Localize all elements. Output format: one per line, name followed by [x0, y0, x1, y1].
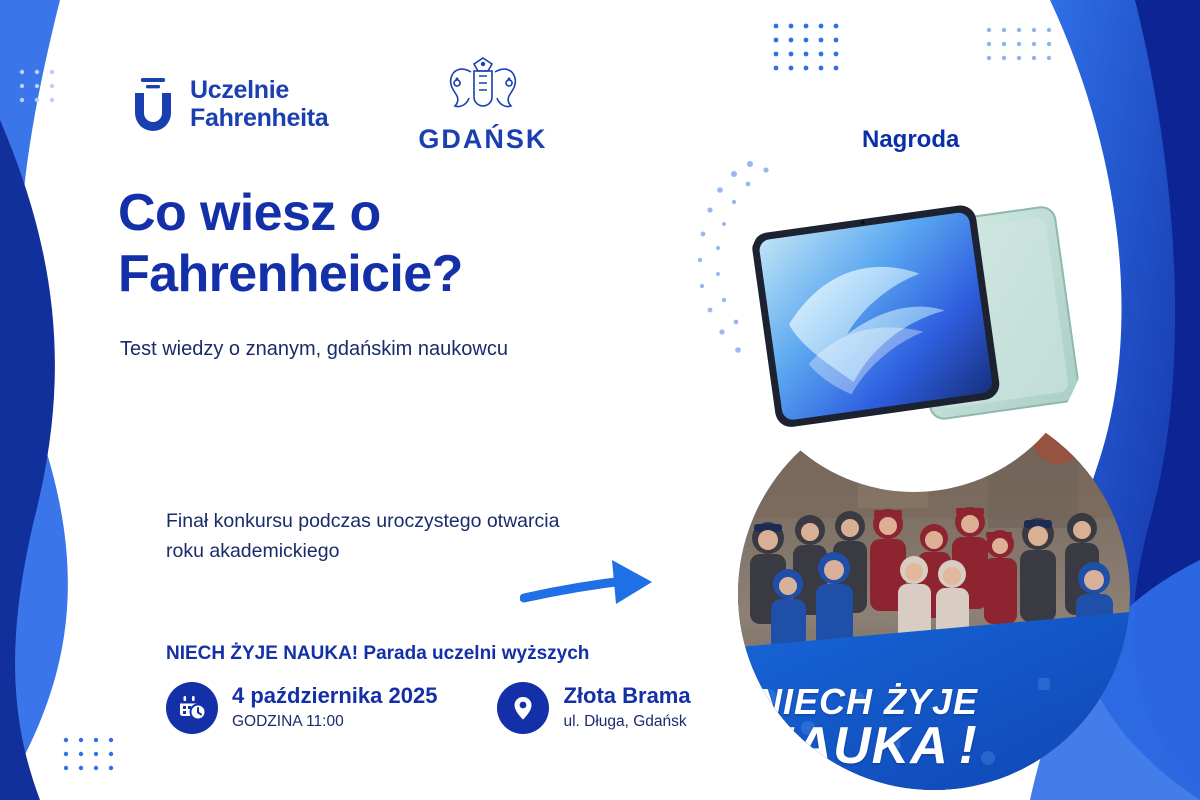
dot-grid-bottom-left: [62, 736, 126, 785]
uczelnie-fahrenheita-wordmark: [190, 76, 328, 132]
gdansk-wordmark: GDAŃSK: [418, 124, 548, 154]
parade-heading: NIECH ŻYJE NAUKA! Parada uczelni wyższych: [166, 643, 590, 664]
subtitle: Test wiedzy o znanym, gdańskim naukowcu: [120, 338, 508, 360]
uczelnie-fahrenheita-logo: [130, 76, 328, 132]
banner-line-2: [756, 715, 1086, 776]
banner-line-1: NIECH ŻYJE: [756, 680, 979, 722]
event-details: [166, 682, 691, 734]
logo-line-1: Uczelnie: [190, 75, 290, 104]
dot-grid-left: [18, 68, 70, 123]
event-date: 4 października 2025: [232, 683, 438, 709]
banner-exclamation: !: [958, 715, 978, 776]
event-date-texts: [232, 683, 437, 732]
event-date-item: [166, 682, 437, 734]
calendar-clock-icon: [166, 682, 218, 734]
event-location-texts: [563, 683, 690, 732]
gdansk-logo: [418, 52, 547, 155]
event-time: GODZINA 11:00: [232, 712, 344, 730]
final-info-text: Finał konkursu podczas uroczystego otwarcia roku akademickiego: [166, 510, 560, 563]
event-location-item: [497, 682, 690, 734]
map-pin-icon: [497, 682, 549, 734]
logo-line-2: Fahrenheita: [190, 103, 329, 132]
event-address: ul. Długa, Gdańsk: [563, 712, 687, 730]
dot-grid-svg: [772, 22, 852, 78]
fahrenheit-monogram-icon: [130, 76, 176, 132]
tablet-photo: [749, 191, 1079, 441]
gdansk-coat-of-arms-icon: [427, 52, 539, 120]
banner-line-2-text: NAUKA: [756, 717, 949, 776]
arrow-right-icon: [520, 556, 660, 626]
banner-text: [756, 680, 1086, 776]
dot-grid-svg: [62, 736, 126, 780]
dot-grid-top-far-right: [985, 26, 1065, 75]
event-venue: Złota Brama: [563, 683, 691, 709]
page-title: Co wiesz o Fahrenheicie?: [118, 184, 463, 304]
dot-grid-top-right: [772, 22, 852, 83]
dot-grid-svg: [985, 26, 1065, 70]
tablet-illustration: [749, 191, 1079, 441]
logo-row: [130, 52, 547, 155]
prize-image-circle: [738, 140, 1090, 492]
dot-grid-svg: [18, 68, 70, 118]
prize-label: Nagroda: [862, 126, 960, 153]
